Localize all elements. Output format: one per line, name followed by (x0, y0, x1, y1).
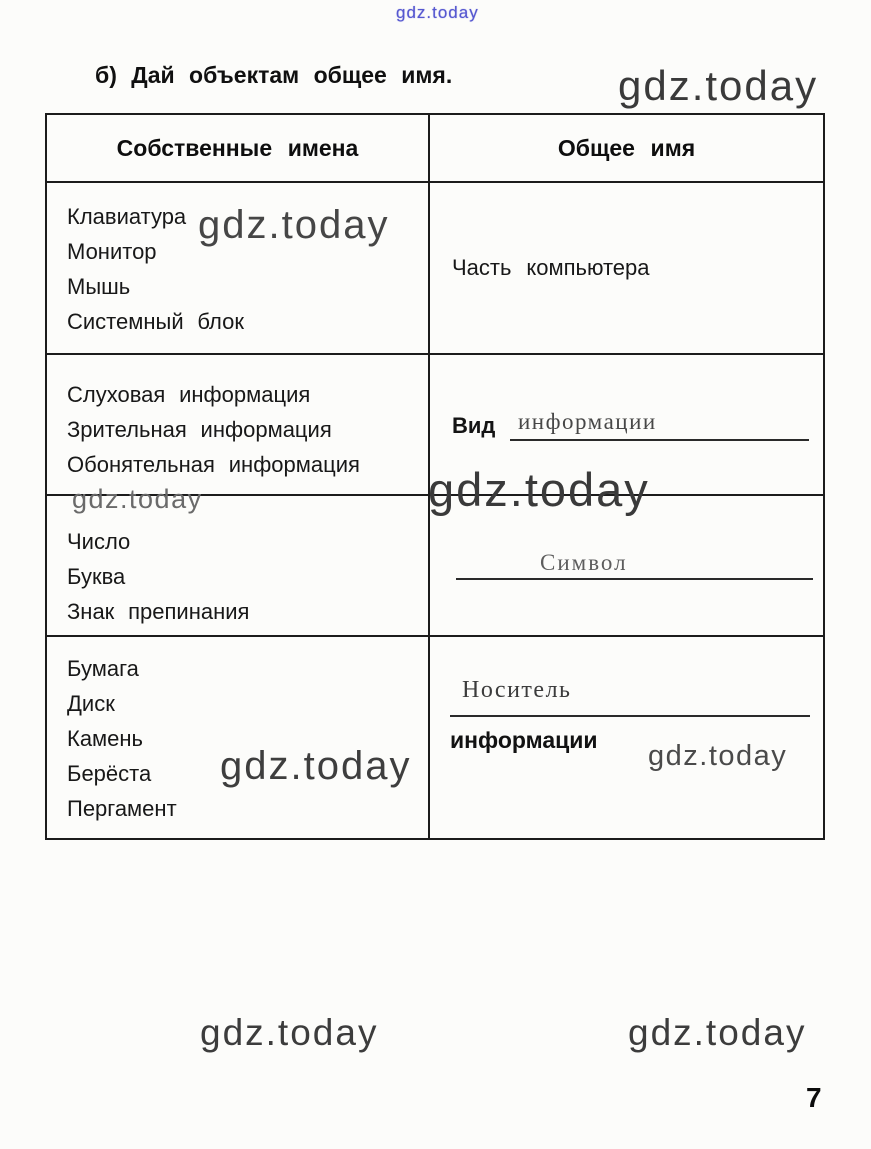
watermark-row4-right: gdz.today (648, 740, 788, 772)
item: Клавиатура (67, 204, 187, 229)
row1-general-name (430, 183, 823, 355)
item: Монитор (67, 239, 157, 264)
row3-answer-cell (430, 496, 823, 637)
general-name-text: Часть компьютера (452, 255, 650, 280)
column-header-general-name: Общее имя (430, 115, 823, 183)
row2-answer-cell (430, 355, 823, 496)
filled-answer: Символ (540, 550, 628, 575)
item: Берёста (67, 761, 152, 786)
watermark-row4-left: gdz.today (220, 744, 412, 788)
watermark-bottom-right: gdz.today (628, 1012, 807, 1053)
item: Бумага (67, 656, 139, 681)
row4-items (47, 637, 430, 838)
filled-answer: информации (518, 409, 657, 434)
watermark-top: gdz.today (396, 3, 479, 22)
task-heading: б) Дай объектам общее имя. (95, 62, 453, 88)
answer-line (456, 578, 813, 580)
item: Буква (67, 564, 126, 589)
item: Обонятельная информация (67, 452, 360, 477)
watermark-mid-right: gdz.today (428, 463, 650, 516)
row2-items (47, 355, 430, 496)
watermark-bottom-left: gdz.today (200, 1012, 379, 1053)
row3-items (47, 496, 430, 637)
watermark-mid-left: gdz.today (72, 484, 203, 514)
column-header-proper-names: Собственные имена (47, 115, 430, 183)
page-number: 7 (806, 1082, 822, 1113)
item: Число (67, 529, 131, 554)
answer-line (510, 439, 809, 441)
filled-answer: Носитель (462, 677, 572, 703)
item: Мышь (67, 274, 131, 299)
watermark-header-right: gdz.today (618, 62, 819, 109)
item: Слуховая информация (67, 382, 311, 407)
item: Зрительная информация (67, 417, 332, 442)
answers-table (45, 113, 825, 840)
item: Диск (67, 691, 115, 716)
informacii-label: информации (450, 727, 598, 753)
watermark-row1: gdz.today (198, 203, 390, 247)
item: Камень (67, 726, 144, 751)
row1-items (47, 183, 430, 355)
item: Пергамент (67, 796, 177, 821)
answer-line (450, 715, 810, 717)
item: Знак препинания (67, 599, 250, 624)
row4-answer-cell (430, 637, 823, 838)
vid-label: Вид (452, 413, 496, 438)
item: Системный блок (67, 309, 244, 334)
